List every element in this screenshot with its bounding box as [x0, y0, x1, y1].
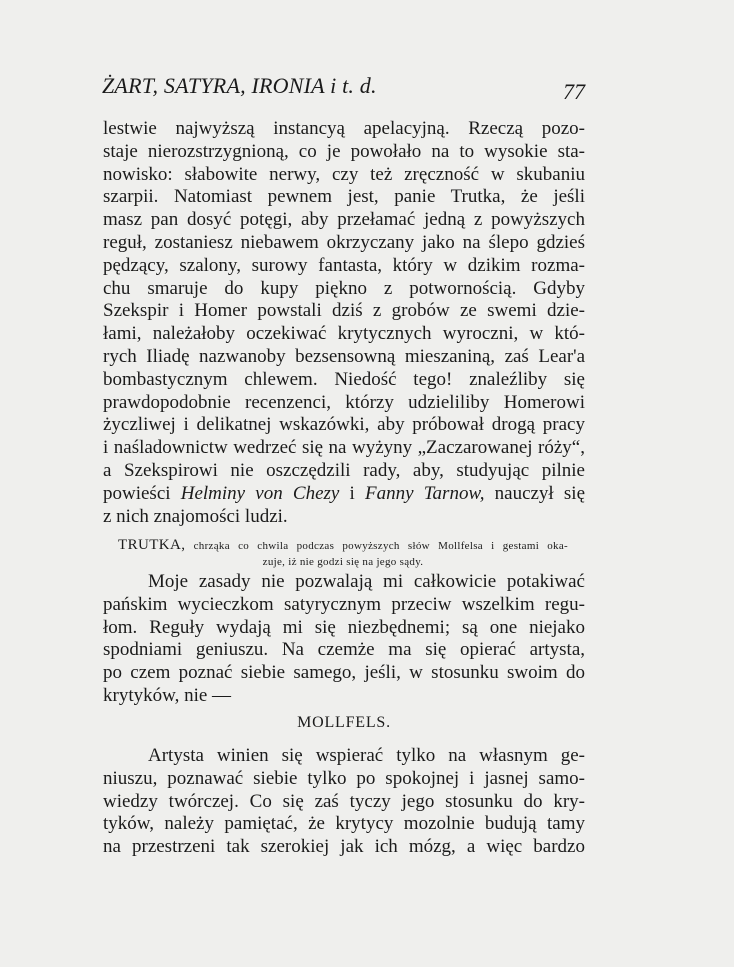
- stage-direction-line: zuje, iż nie godzi się na jego sądy.: [262, 556, 424, 568]
- stage-direction-line: [118, 536, 568, 554]
- text-line-with-italics: [103, 483, 585, 506]
- italic-title: Helminy von Chezy: [180, 482, 340, 504]
- text-line: prawdopodobnie recenzenci, którzy udzieliliby Homerowi: [103, 391, 585, 413]
- running-title: ŻART, SATYRA, IRONIA i t. d.: [102, 73, 377, 98]
- text-line: pędzący, szalony, surowy fantasta, który w dzikim rozma-: [103, 254, 585, 276]
- text-line: nowisko: słabowite nerwy, czy też zręczność w skubaniu: [103, 163, 585, 185]
- stage-direction: [118, 536, 568, 572]
- stage-speaker: TRUTKA,: [118, 537, 186, 553]
- text-line: chu smaruje do kupy piękno z potwornością. Gdyby: [103, 277, 585, 299]
- text-line: pańskim wycieczkom satyrycznym przeciw wszelkim regu-: [103, 593, 585, 615]
- text-line: życzliwej i delikatnej wskazówki, aby próbował drogą pracy: [103, 414, 585, 436]
- text-line: tyków, należy pamiętać, że krytycy mozolnie budują tamy: [103, 813, 585, 835]
- text-line: niuszu, poznawać siebie tylko po spokojnej i jasnej samo-: [103, 767, 585, 789]
- text-line: spodniami geniuszu. Na czemże ma się opierać artysta,: [103, 639, 585, 661]
- text-line: Moje zasady nie pozwalają mi całkowicie potakiwać: [148, 571, 585, 592]
- text-line: a Szekspirowi nie oszczędzili rady, aby, studyując pilnie: [103, 459, 585, 481]
- text-line: rych Iliadę nazwanoby bezsensowną mieszaniną, zaś Lear'a: [103, 345, 585, 367]
- text-line: staje nierozstrzygnioną, co je powołało na to wysokie sta-: [103, 140, 585, 162]
- text-line: i naśladownictw wedrzeć się na wyżyny „Zaczarowanej róży“,: [103, 437, 585, 459]
- text-line: z nich znajomości ludzi.: [103, 505, 288, 527]
- text-fragment: nauczył się: [484, 482, 585, 504]
- text-line: reguł, zostaniesz niebawem okrzyczany jako na ślepo gdzieś: [103, 231, 585, 253]
- text-line: na przestrzeni tak szerokiej jak ich mózg, a więc bardzo: [103, 836, 585, 858]
- text-line: Szekspir i Homer powstali dziś z grobów ze swemi dzie-: [103, 300, 585, 322]
- text-line: łami, należałoby oczekiwać krytycznych wyroczni, w któ-: [103, 323, 585, 345]
- text-fragment: powieści: [103, 482, 181, 504]
- text-line: szarpii. Natomiast pewnem jest, panie Trutka, że jeśli: [103, 186, 585, 208]
- text-line: wiedzy twórczej. Co się zaś tyczy jego stosunku do kry-: [103, 790, 585, 812]
- text-line: masz pan dosyć potęgi, aby przełamać jedną z powyższych: [103, 209, 585, 231]
- text-line: lestwie najwyższą instancyą apelacyjną. Rzeczą pozo-: [103, 118, 585, 139]
- text-line: po czem poznać siebie samego, jeśli, w stosunku swoim do: [103, 662, 585, 684]
- text-line: bombastycznym chlewem. Niedość tego! znaleźliby się: [103, 368, 585, 390]
- page-number: 77: [563, 79, 585, 104]
- paragraph-3: [103, 745, 585, 859]
- text-line: łom. Reguły wydają mi się niezbędnemi; są one niejako: [103, 616, 585, 638]
- paragraph-1: [103, 118, 585, 528]
- italic-title: Fanny Tarnow,: [365, 482, 485, 504]
- text-line: krytyków, nie —: [103, 684, 232, 706]
- paragraph-2: [103, 571, 585, 708]
- stage-direction-text: chrząka co chwila podczas powyższych słów Mollfelsa i gestami oka-: [193, 540, 568, 552]
- speaker-heading: MOLLFELS.: [297, 714, 391, 731]
- text-fragment: i: [339, 482, 365, 504]
- text-line: Artysta winien się wspierać tylko na własnym ge-: [148, 745, 585, 766]
